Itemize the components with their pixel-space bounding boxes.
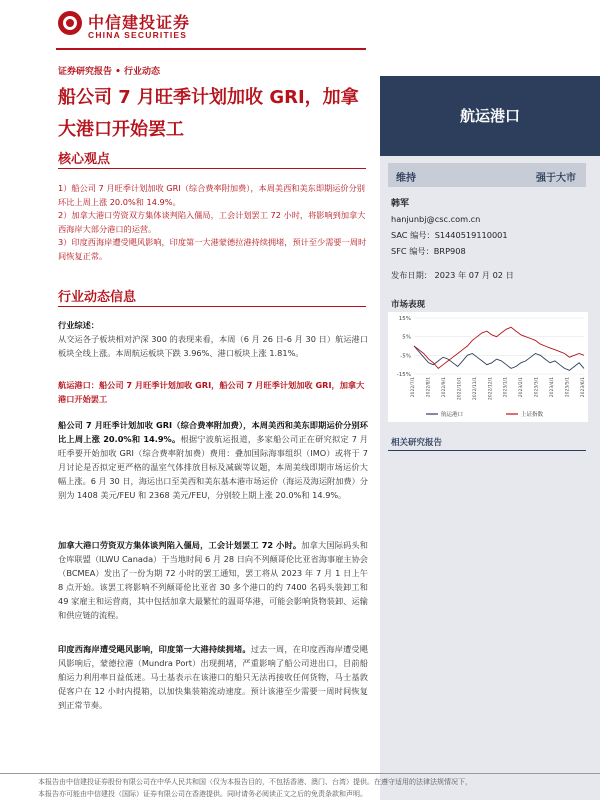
related-title: 相关研究报告: [391, 438, 443, 448]
x-tick-label: 2022/12/1: [488, 377, 494, 401]
x-tick-label: 2022/7/1: [411, 377, 416, 398]
paragraph-text: 根据宁波航运报道，多家船公司正在研究拟定 7 月旺季要开始加收 GRI（综合费率附加费）费用：叠加国际海事组织（IMO）或将于 7 月讨论是否拟定更严格的温室气体排放目标及减碳等议题，本周美线即期市场运价大幅上涨。6 月 30 日，海运出口至美西和美东基本港市场运价（海运及海运附加费）分别为 1408 美元/FEU 和 2368 美元/FEU，分别较上期上涨 20.0%和 14.9%。: [58, 434, 368, 500]
x-tick-label: 2023/1/1: [503, 377, 509, 398]
y-tick-label: -15%: [396, 372, 411, 378]
footer-line-2: 本报告亦可能由中信建投（国际）证券有限公司在香港提供。同时请务必阅读正文之后的免责条款和声明。: [38, 790, 367, 798]
report-type: 证券研究报告 • 行业动态: [58, 67, 161, 77]
core-point: 2）加拿大港口劳资双方集体谈判陷入僵局，工会计划罢工 72 小时，将影响到加拿大西海岸大部分港口的运营。: [58, 210, 366, 234]
rating-value: 强于大市: [536, 173, 576, 184]
legend-label: 上证指数: [521, 412, 544, 418]
sector-banner: [380, 76, 600, 156]
market-chart: [388, 312, 588, 422]
y-tick-label: 15%: [398, 316, 411, 322]
core-points: [58, 182, 368, 263]
x-tick-label: 2023/3/1: [534, 377, 540, 398]
series-line-0: [414, 346, 584, 370]
footer-divider: [0, 773, 600, 774]
logo-text-cn: 中信建投证券: [88, 13, 191, 32]
y-tick-label: -5%: [400, 353, 411, 360]
legend-label: 航运港口: [441, 412, 464, 418]
summary-text: 从交运各子板块相对沪深 300 的表现来看，本周（6 月 26 日-6 月 30 日）航运港口板块全线上涨。本周航运板块下跌 3.96%、港口板块上涨 1.81%。: [58, 334, 368, 358]
sector-title: 航运港口: [459, 107, 520, 125]
analyst-sfc: SFC 编号：BRP908: [391, 246, 466, 256]
x-tick-label: 2023/2/1: [519, 377, 525, 398]
x-tick-label: 2022/8/1: [426, 377, 432, 398]
paragraph-lead: 印度西海岸遭受飓风影响，印度第一大港持续拥堵。: [58, 644, 251, 654]
header-divider: [56, 48, 366, 50]
x-tick-label: 2023/4/1: [550, 377, 556, 398]
shipping-heading: 航运港口：船公司 7 月旺季计划加收 GRI，船公司 7 月旺季计划加收 GRI，加拿大港口开始罢工: [58, 380, 365, 404]
paragraph-gri: [58, 418, 368, 502]
analyst-email: hanjunbj@csc.com.cn: [391, 214, 481, 224]
analyst-sac: SAC 编号：S1440519110001: [391, 230, 508, 240]
paragraph-lead: 船公司 7 月旺季计划加收 GRI（综合费率附加费），本周美西和美东即期运价分别环比上周上涨 20.0%和 14.9%。: [58, 420, 368, 444]
x-tick-label: 2022/10/1: [457, 377, 463, 401]
logo-text-en: CHINA SECURITIES: [88, 30, 188, 40]
related-divider: [388, 450, 586, 451]
paragraph-text: 加拿大国际码头和仓库联盟（ILWU Canada）于当地时间 6 月 28 日向不列颠哥伦比亚省海事雇主协会（BCMEA）发出了一份为期 72 小时的罢工通知，罢工将从 2023 年 7 月 1 日上午 8 点开始。该罢工将影响不列颠哥伦比亚省 30 多个港口的约 7400 名码头装卸工和 49 家雇主和运营商，其中包括加拿大最繁忙的温哥华港，可能会影响货物装卸、运输和供应链的流程。: [58, 540, 368, 620]
market-chart-svg: [388, 312, 588, 422]
page-title: 船公司 7 月旺季计划加收 GRI，加拿大港口开始罢工: [58, 87, 359, 140]
x-tick-label: 2023/5/1: [565, 377, 571, 398]
summary-heading: 行业综述：: [58, 320, 99, 330]
logo-icon: [58, 11, 82, 35]
paragraph-canada: [58, 538, 368, 622]
publish-date: 发布日期： 2023 年 07 月 02 日: [391, 270, 514, 280]
core-point: 3）印度西海岸遭受飓风影响，印度第一大港蒙德拉港持续拥堵，预计至少需要一周时间恢复正常。: [58, 237, 367, 261]
y-tick-label: 5%: [402, 334, 411, 341]
paragraph-india: [58, 642, 368, 712]
series-line-1: [414, 327, 584, 368]
industry-section-divider: [58, 306, 366, 307]
paragraph-text: 过去一周，在印度西海岸遭受飓风影响后，蒙德拉港（Mundra Port）出现拥堵，严重影响了船公司进出口，目前船舶运力利用率日益低迷。马士基表示在该港口的船只无法再接收任何货物，马士基敦促客户在 12 小时内提箱，以加快集装箱流动速度。预计该港至少需要一周时间恢复到正常节奏。: [58, 644, 368, 710]
summary-block: [58, 318, 368, 360]
core-section-divider: [58, 168, 366, 169]
core-point: 1）船公司 7 月旺季计划加收 GRI（综合费率附加费），本周美西和美东即期运价分别环比上周上涨 20.0%和 14.9%。: [58, 183, 365, 207]
header: [0, 0, 600, 62]
analyst-name: 韩军: [391, 199, 410, 209]
rating-bar: [388, 163, 586, 187]
market-title: 市场表现: [391, 300, 426, 310]
x-tick-label: 2022/9/1: [441, 377, 447, 398]
paragraph-lead: 加拿大港口劳资双方集体谈判陷入僵局，工会计划罢工 72 小时。: [58, 540, 302, 550]
x-tick-label: 2023/6/1: [581, 377, 586, 398]
rating-label: 维持: [396, 173, 416, 184]
sidebar: [380, 60, 600, 800]
x-tick-label: 2022/11/1: [472, 377, 478, 401]
core-section-title: 核心观点: [58, 152, 111, 167]
footer: [38, 776, 598, 800]
footer-line-1: 本报告由中信建投证券股份有限公司在中华人民共和国（仅为本报告目的，不包括香港、澳门、台湾）提供。在遵守适用的法律法规情况下，: [38, 778, 472, 786]
industry-section-title: 行业动态信息: [58, 290, 137, 305]
